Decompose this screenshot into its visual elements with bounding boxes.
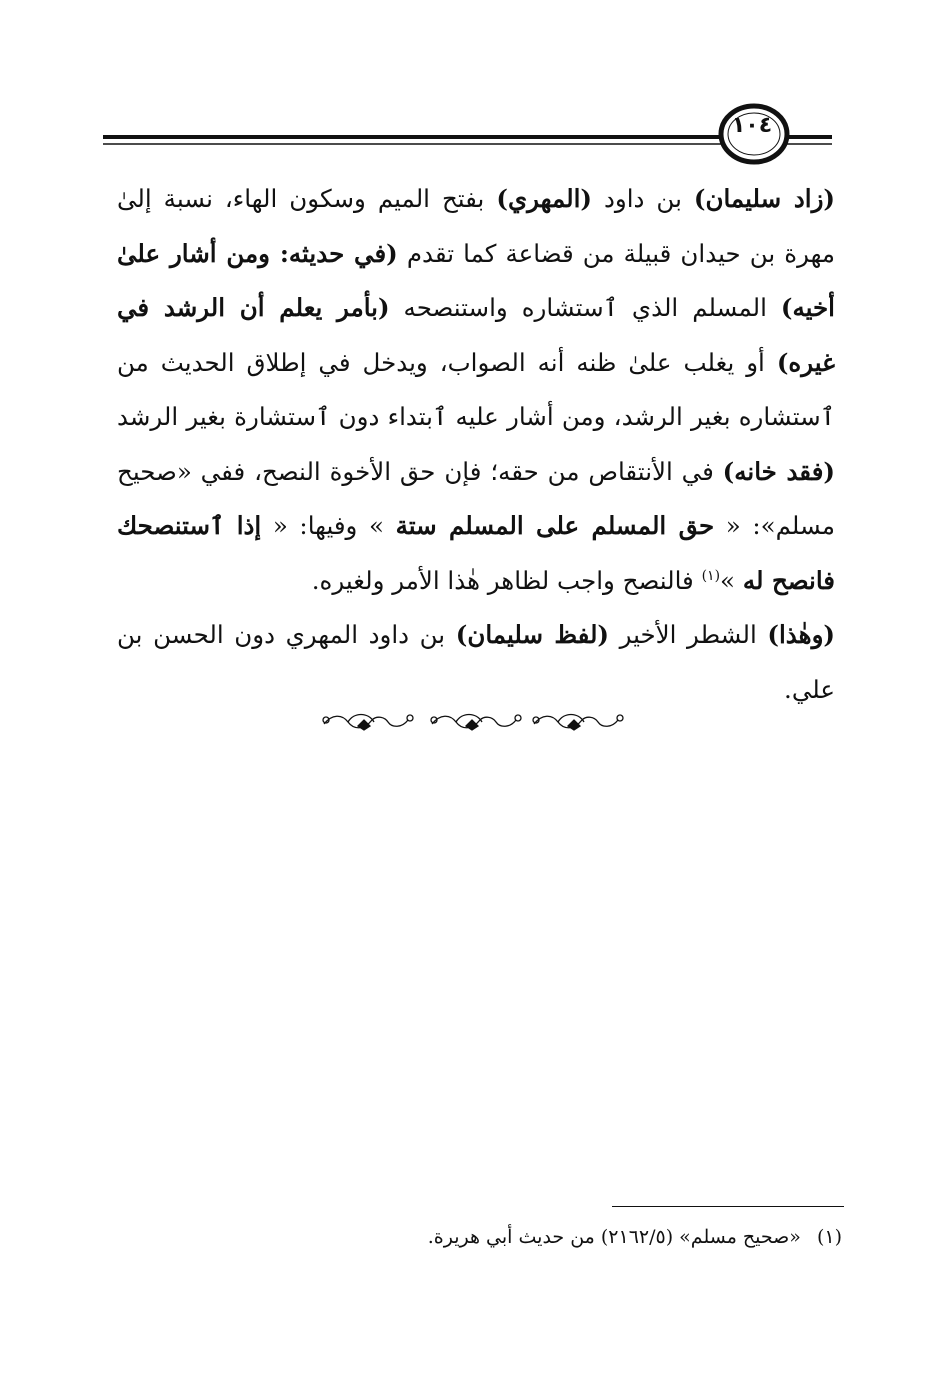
footnote <box>122 1222 842 1252</box>
page-header <box>0 100 952 170</box>
paragraph-2 <box>117 608 835 717</box>
text-segment: بفتح الميم وسكون الهاء، نسبة إلىٰ مهرة بن حيدان قبيلة من قضاعة كما تقدم <box>117 184 836 268</box>
text-segment: فالنصح واجب لظاهر هٰذا الأمر ولغيره. <box>311 565 702 595</box>
bold-text-segment: (بأمر يعلم أن الرشد في غيره) <box>117 293 835 377</box>
bold-text-segment: (فقد خانه) <box>722 456 835 486</box>
footnote-text: «صحيح مسلم» (٢١٦٢/٥) من حديث أبي هريرة. <box>427 1226 801 1248</box>
text-segment: الشطر الأخير <box>609 620 768 649</box>
bold-text-segment: (وهٰذا) <box>767 620 836 649</box>
paragraph-1 <box>117 172 835 608</box>
bold-text-segment: (لفظ سليمان) <box>455 620 610 649</box>
header-rule-ornament <box>0 100 952 170</box>
footnote-reference: (١) <box>701 567 721 584</box>
text-segment: أو يغلب علىٰ ظنه أنه الصواب، ويدخل في إطلاق الحديث من ٱستشاره بغير الرشد، ومن أشار عليه ٱبتداء دون ٱستشارة بغير الرشد <box>117 347 835 431</box>
footnote-separator <box>612 1206 844 1207</box>
decorative-separator-ornament <box>318 708 630 736</box>
page-number: ١٠٤ <box>731 113 773 138</box>
bold-text-segment: (زاد سليمان) <box>693 184 835 213</box>
bold-text-segment: إذا ٱستنصحك فانصح له <box>117 511 835 595</box>
text-segment: بن داود <box>591 184 694 213</box>
text-segment: » <box>720 565 743 595</box>
bold-text-segment: (في حديثه: ومن أشار علىٰ أخيه) <box>117 238 835 322</box>
text-segment: » وفيها: « <box>261 511 396 540</box>
text-segment: المسلم الذي ٱستشاره واستنصحه <box>389 293 781 322</box>
text-segment: بن داود المهري دون الحسن بن علي. <box>117 620 835 704</box>
text-segment: في الأنتقاص من حقه؛ فإن حق الأخوة النصح، ففي «صحيح مسلم»: « <box>117 456 835 540</box>
bold-text-segment: حق المسلم على المسلم ستة <box>395 511 715 540</box>
footnote-number: (١) <box>816 1226 842 1248</box>
bold-text-segment: (المهري) <box>496 184 592 213</box>
main-text <box>117 172 835 717</box>
